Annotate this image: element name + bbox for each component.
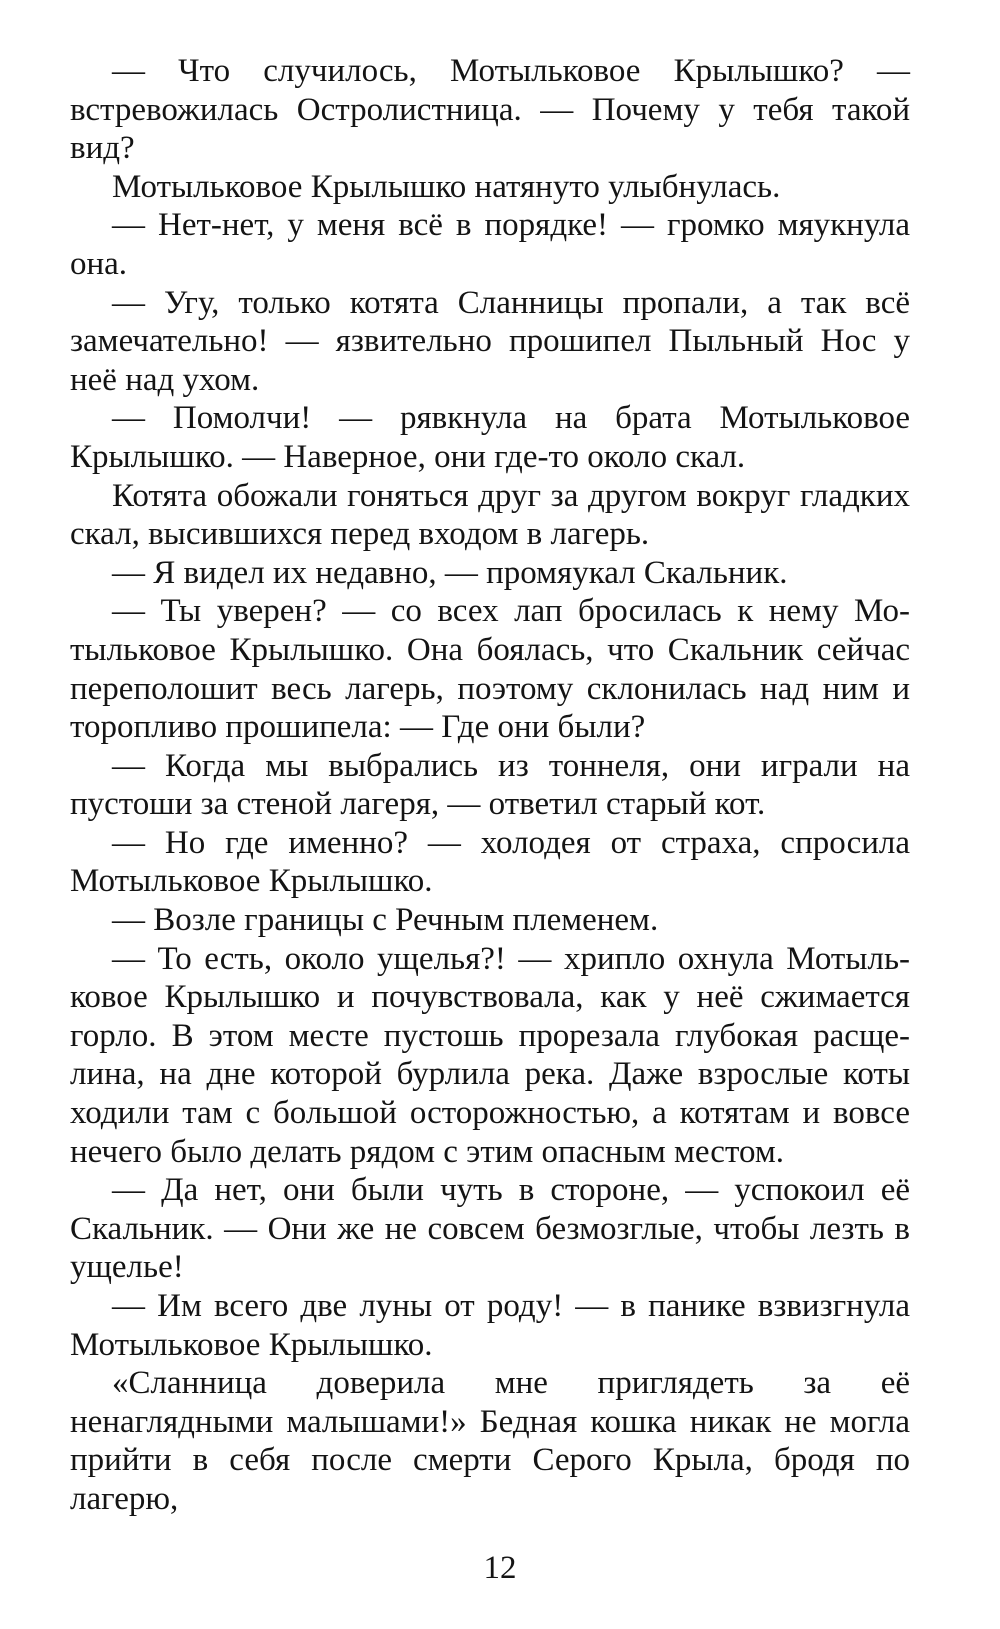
paragraph: — То есть, около ущелья?! — хрипло охнула Мотыльковое Крылышко и почувствовала, как у неё сжимается горло. В этом месте пустошь прорезала глубокая расщелина, на дне которой бурлила река. Даже взрослые коты ходили там с большой осторожностью, а котятам и вовсе нечего было делать рядом с этим опасным местом. — [70, 940, 910, 1170]
paragraph: Мотыльковое Крылышко натянуто улыбнулась. — [112, 168, 781, 205]
paragraph: — Им всего две луны от роду! — в панике взвизгнула Мотыльковое Крылышко. — [70, 1288, 910, 1363]
paragraph: — Угу, только котята Сланницы пропали, а так всё замечательно! — язвительно прошипел Пыльный Нос у неё над ухом. — [70, 284, 910, 398]
paragraph: — Но где именно? — холодея от страха, спросила Мотыльковое Крылышко. — [70, 824, 910, 900]
paragraph: Котята обожали гоняться друг за другом вокруг гладких скал, высившихся перед входом в лагерь. — [70, 477, 910, 553]
paragraph: — Помолчи! — рявкнула на брата Мотыльковое Крылышко. — Наверное, они где-то около скал. — [70, 400, 910, 475]
page-text — [70, 52, 910, 1519]
paragraph: — Нет-нет, у меня всё в порядке! — громко мяукнула она. — [70, 207, 910, 282]
paragraph: — Да нет, они были чуть в стороне, — успокоил её Скальник. — Они же не совсем безмозглые, чтобы лезть в ущелье! — [70, 1172, 910, 1286]
page-number: 12 — [483, 1550, 517, 1586]
paragraph: «Сланница доверила мне приглядеть за её ненаглядными малышами!» Бедная кошка никак не могла прийти в себя после смерти Серого Крыла, бродя по лагерю, — [70, 1365, 910, 1517]
paragraph: — Когда мы выбрались из тоннеля, они играли на пустоши за стеной лагеря, — ответил старый кот. — [70, 747, 910, 823]
paragraph: — Возле границы с Речным племенем. — [112, 902, 659, 939]
paragraph: — Ты уверен? — со всех лап бросилась к нему Мотыльковое Крылышко. Она боялась, что Скальник сейчас переполошит весь лагерь, поэтому склонилась над ним и торопливо прошипела: — Где они были? — [70, 593, 910, 746]
paragraph: — Я видел их недавно, — промяукал Скальник. — [112, 554, 788, 591]
paragraph: — Что случилось, Мотыльковое Крылышко? — встревожилась Остролистница. — Почему у тебя такой вид? — [70, 53, 910, 167]
